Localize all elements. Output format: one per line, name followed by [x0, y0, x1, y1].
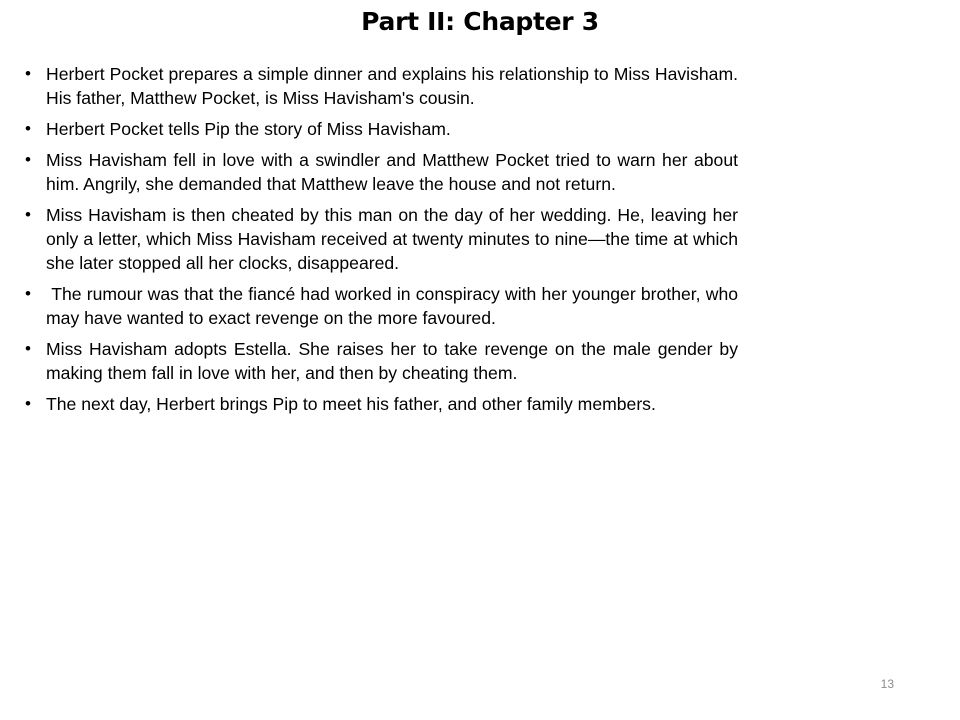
- bullet-dot-icon: •: [25, 284, 31, 303]
- bullet-item: [22, 282, 743, 330]
- bullet-text: Herbert Pocket tells Pip the story of Miss Havisham.: [46, 119, 451, 139]
- bullet-dot-icon: •: [25, 339, 31, 358]
- slide-title: Part II: Chapter 3: [361, 7, 599, 36]
- bullet-dot-icon: •: [25, 394, 31, 413]
- bullet-item: [22, 203, 738, 275]
- bullet-item: [22, 62, 738, 110]
- bullet-item: [22, 148, 738, 196]
- bullet-list: [22, 62, 743, 423]
- bullet-dot-icon: •: [25, 119, 31, 138]
- bullet-dot-icon: •: [25, 150, 31, 169]
- page-number: 13: [880, 677, 894, 691]
- bullet-text: Miss Havisham fell in love with a swindler and Matthew Pocket tried to warn her about him. Angrily, she demanded that Matthew leave the house and not return.: [46, 150, 738, 194]
- bullet-text: Miss Havisham is then cheated by this man on the day of her wedding. He, leaving her only a letter, which Miss Havisham received at twenty minutes to nine—the time at which she later stopped all her clocks, disappeared.: [46, 205, 738, 273]
- bullet-text: The rumour was that the fiancé had worked in conspiracy with her younger brother, who may have wanted to exact revenge on the more favoured.: [46, 284, 743, 328]
- bullet-text: Miss Havisham adopts Estella. She raises her to take revenge on the male gender by making them fall in love with her, and then by cheating them.: [46, 339, 738, 383]
- bullet-text: The next day, Herbert brings Pip to meet his father, and other family members.: [46, 394, 656, 414]
- bullet-dot-icon: •: [25, 64, 31, 83]
- bullet-text: Herbert Pocket prepares a simple dinner and explains his relationship to Miss Havisham. His father, Matthew Pocket, is Miss Havisham's cousin.: [46, 64, 738, 108]
- bullet-item: [22, 117, 738, 141]
- bullet-item: [22, 392, 738, 416]
- bullet-dot-icon: •: [25, 205, 31, 224]
- bullet-item: [22, 337, 738, 385]
